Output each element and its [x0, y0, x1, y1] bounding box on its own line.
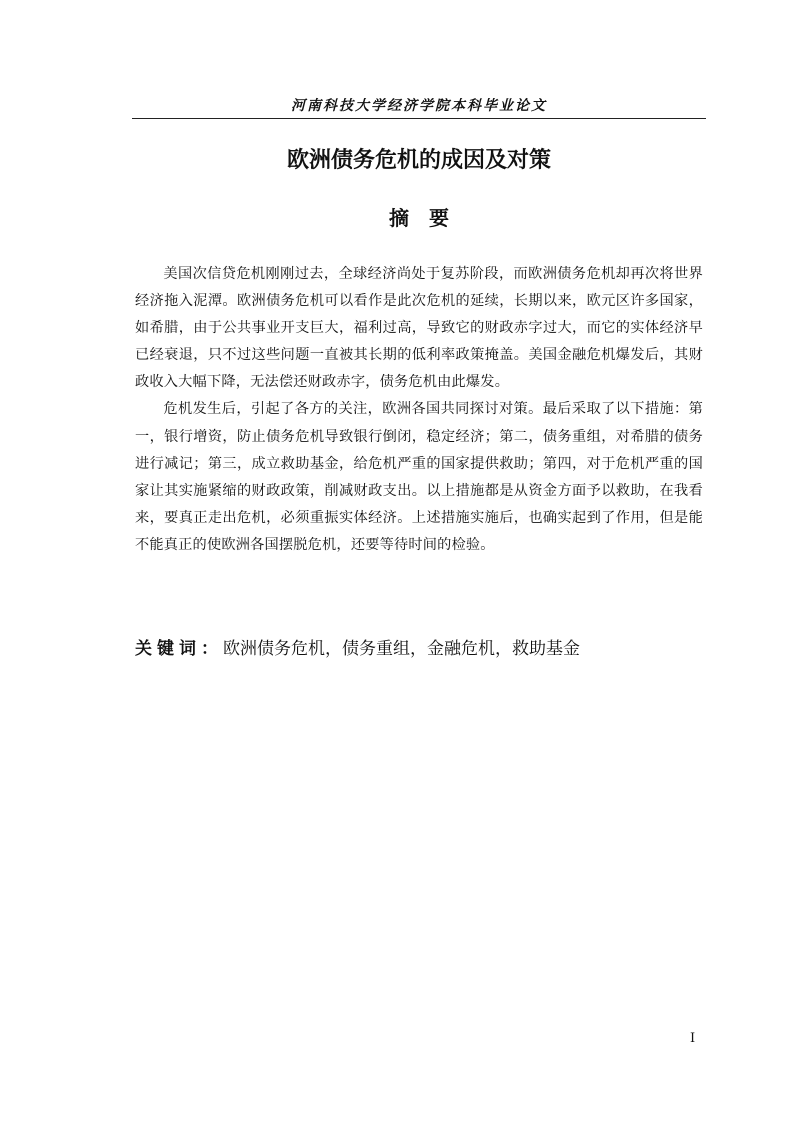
page-number: I: [690, 1031, 696, 1046]
abstract-paragraph: 危机发生后，引起了各方的关注，欧洲各国共同探讨对策。最后采取了以下措施：第一，银行增资，防止债务危机导致银行倒闭，稳定经济；第二，债务重组，对希腊的债务进行减记；第三，成立救助基金，给危机严重的国家提供救助；第四，对于危机严重的国家让其实施紧缩的财政政策，削减财政支出。以上措施都是从资金方面予以救助，在我看来，要真正走出危机，必须重振实体经济。上述措施实施后，也确实起到了作用，但是能不能真正的使欧洲各国摆脱危机，还要等待时间的检验。: [135, 401, 703, 553]
abstract-body: [135, 261, 703, 559]
abstract-paragraph: 美国次信贷危机刚刚过去，全球经济尚处于复苏阶段，而欧洲债务危机却再次将世界经济拖入泥潭。欧洲债务危机可以看作是此次危机的延续，长期以来，欧元区许多国家，如希腊，由于公共事业开支巨大，福利过高，导致它的财政赤字过大，而它的实体经济早已经衰退，只不过这些问题一直被其长期的低利率政策掩盖。美国金融危机爆发后，其财政收入大幅下降，无法偿还财政赤字，债务危机由此爆发。: [135, 266, 703, 391]
abstract-heading: 摘要: [389, 206, 469, 230]
keywords-value: 欧洲债务危机，债务重组，金融危机，救助基金: [223, 639, 580, 659]
running-header: 河南科技大学经济学院本科毕业论文: [291, 98, 547, 114]
paper-title: 欧洲债务危机的成因及对策: [286, 148, 551, 173]
keywords-label: 关键词：: [135, 639, 223, 659]
keywords-line: [135, 636, 703, 662]
header-rule: [132, 118, 706, 119]
